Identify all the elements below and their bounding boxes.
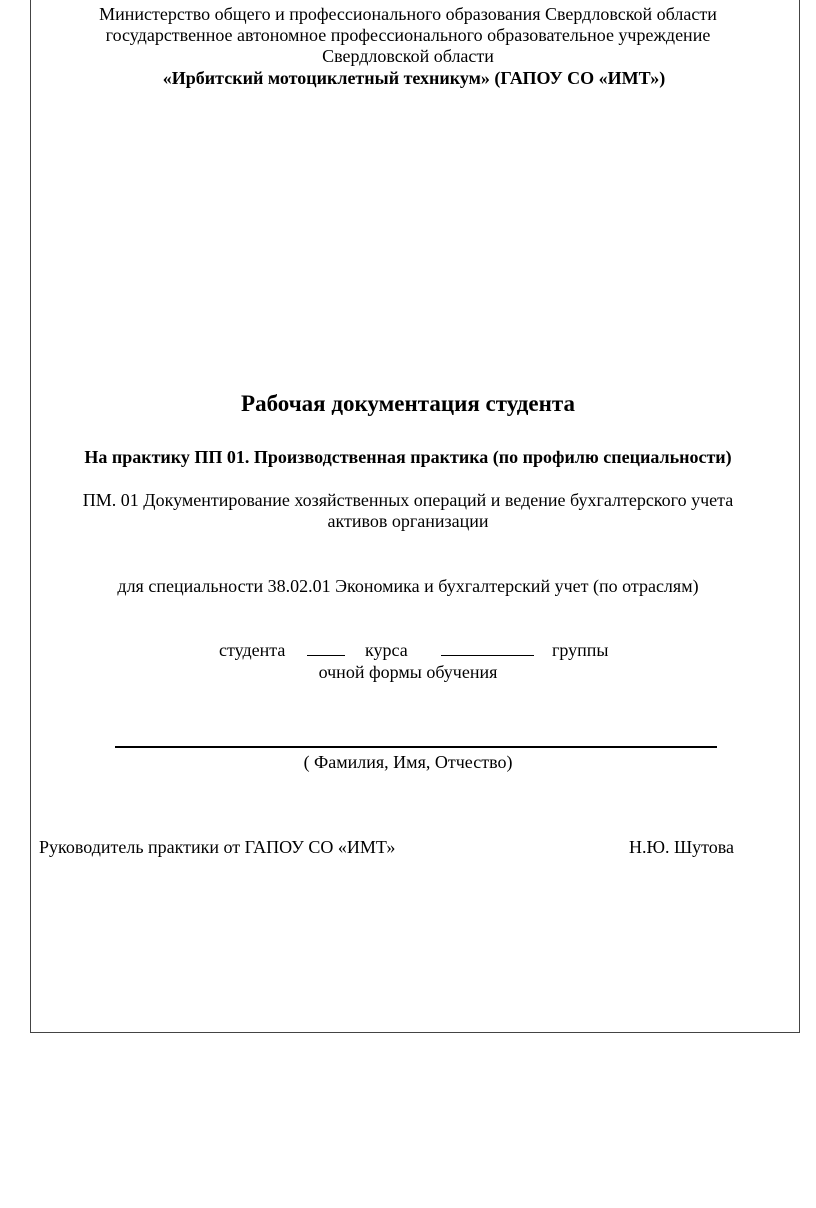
name-signature-line	[115, 746, 717, 748]
student-label: студента	[219, 640, 286, 660]
document-title: Рабочая документация студента	[241, 391, 575, 416]
study-form-line: очной формы обучения	[318, 662, 498, 682]
course-label: курса	[365, 640, 408, 660]
module-line-1: ПМ. 01 Документирование хозяйственных операций и ведение бухгалтерского учета	[82, 490, 734, 510]
specialty-line: для специальности 38.02.01 Экономика и бухгалтерский учет (по отраслям)	[117, 576, 699, 596]
leader-label: Руководитель практики от ГАПОУ СО «ИМТ»	[39, 837, 396, 857]
group-label: группы	[552, 640, 609, 660]
ministry-line: Министерство общего и профессионального образования Свердловской области	[99, 4, 717, 24]
institution-name: «Ирбитский мотоциклетный техникум» (ГАПОУ СО «ИМТ»)	[162, 68, 666, 88]
module-line-2: активов организации	[327, 511, 489, 531]
group-blank	[441, 639, 534, 656]
region-line: Свердловской области	[322, 46, 494, 66]
name-caption: ( Фамилия, Имя, Отчество)	[303, 752, 513, 772]
leader-name: Н.Ю. Шутова	[629, 837, 735, 857]
institution-type-line: государственное автономное профессионального образовательное учреждение	[105, 25, 711, 45]
practice-line: На практику ПП 01. Производственная практика (по профилю специальности)	[84, 447, 732, 467]
course-blank	[307, 639, 345, 656]
